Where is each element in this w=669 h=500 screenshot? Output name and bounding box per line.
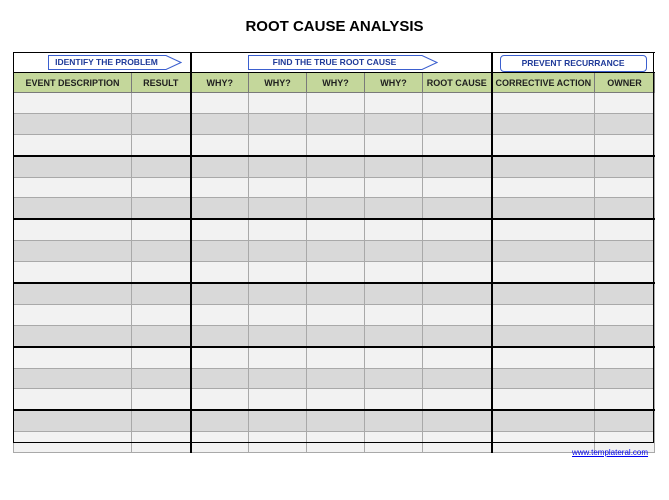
table-cell[interactable]: [14, 198, 132, 219]
table-cell[interactable]: [365, 368, 423, 389]
table-cell[interactable]: [132, 241, 191, 262]
table-cell[interactable]: [191, 325, 249, 346]
table-cell[interactable]: [307, 262, 365, 283]
table-cell[interactable]: [423, 283, 492, 304]
table-cell[interactable]: [14, 389, 132, 410]
table-cell[interactable]: [191, 134, 249, 155]
table-row: [14, 304, 655, 325]
table-cell[interactable]: [492, 219, 595, 240]
table-cell[interactable]: [191, 262, 249, 283]
table-cell[interactable]: [191, 156, 249, 177]
table-cell[interactable]: [132, 325, 191, 346]
table-cell[interactable]: [365, 410, 423, 431]
table-cell[interactable]: [595, 368, 655, 389]
table-cell[interactable]: [365, 325, 423, 346]
section-band: [14, 53, 655, 73]
table-cell[interactable]: [191, 389, 249, 410]
table-cell[interactable]: [249, 410, 307, 431]
table-row: [14, 325, 655, 346]
table-cell[interactable]: [595, 156, 655, 177]
table-cell[interactable]: [365, 219, 423, 240]
table-row: [14, 368, 655, 389]
table-cell[interactable]: [14, 410, 132, 431]
table-cell[interactable]: [365, 156, 423, 177]
table-cell[interactable]: [191, 368, 249, 389]
table-cell[interactable]: [365, 241, 423, 262]
col-why-4: WHY?: [365, 73, 423, 93]
table-cell[interactable]: [307, 432, 365, 453]
table-cell[interactable]: [307, 325, 365, 346]
section-find: [191, 53, 492, 73]
table-cell[interactable]: [595, 198, 655, 219]
identify-arrow: [48, 55, 182, 70]
col-event-description: EVENT DESCRIPTION: [14, 73, 132, 93]
col-root-cause: ROOT CAUSE: [423, 73, 492, 93]
col-corrective-action: CORRECTIVE ACTION: [492, 73, 595, 93]
section-identify-label: IDENTIFY THE PROBLEM: [55, 57, 158, 67]
table-cell[interactable]: [249, 283, 307, 304]
rca-table: [13, 52, 655, 453]
table-cell[interactable]: [492, 347, 595, 368]
table-cell[interactable]: [423, 368, 492, 389]
table-cell[interactable]: [307, 156, 365, 177]
table-cell[interactable]: [191, 347, 249, 368]
table-cell[interactable]: [14, 219, 132, 240]
table-cell[interactable]: [492, 325, 595, 346]
table-row: [14, 219, 655, 240]
table-cell[interactable]: [191, 432, 249, 453]
table-cell[interactable]: [14, 347, 132, 368]
table-cell[interactable]: [249, 198, 307, 219]
table-cell[interactable]: [423, 219, 492, 240]
table-cell[interactable]: [492, 410, 595, 431]
table-cell[interactable]: [595, 241, 655, 262]
section-prevent: [492, 53, 655, 73]
table-cell[interactable]: [14, 113, 132, 134]
table-cell[interactable]: [365, 347, 423, 368]
table-cell[interactable]: [492, 113, 595, 134]
table-cell[interactable]: [307, 219, 365, 240]
table-cell[interactable]: [14, 134, 132, 155]
table-row: [14, 156, 655, 177]
table-row: [14, 177, 655, 198]
table-cell[interactable]: [595, 262, 655, 283]
table-cell[interactable]: [595, 347, 655, 368]
table-body: [14, 93, 655, 453]
table-cell[interactable]: [132, 177, 191, 198]
table-cell[interactable]: [595, 113, 655, 134]
table-cell[interactable]: [492, 156, 595, 177]
col-result: RESULT: [132, 73, 191, 93]
section-find-label: FIND THE TRUE ROOT CAUSE: [272, 57, 397, 67]
table-cell[interactable]: [307, 283, 365, 304]
table-cell[interactable]: [307, 177, 365, 198]
table-cell[interactable]: [191, 283, 249, 304]
table-cell[interactable]: [191, 113, 249, 134]
table-cell[interactable]: [14, 304, 132, 325]
table-cell[interactable]: [423, 304, 492, 325]
table-cell[interactable]: [423, 347, 492, 368]
table-cell[interactable]: [191, 410, 249, 431]
table-cell[interactable]: [423, 134, 492, 155]
table-cell[interactable]: [365, 432, 423, 453]
section-prevent-label: PREVENT RECURRANCE: [521, 58, 625, 68]
table-cell[interactable]: [595, 389, 655, 410]
table-cell[interactable]: [132, 432, 191, 453]
table-cell[interactable]: [423, 325, 492, 346]
table-cell[interactable]: [14, 283, 132, 304]
table-cell[interactable]: [492, 283, 595, 304]
col-owner: OWNER: [595, 73, 655, 93]
table-cell[interactable]: [132, 304, 191, 325]
table-cell[interactable]: [492, 368, 595, 389]
table-cell[interactable]: [595, 304, 655, 325]
table-cell[interactable]: [307, 347, 365, 368]
table-cell[interactable]: [249, 325, 307, 346]
table-cell[interactable]: [492, 177, 595, 198]
col-why-3: WHY?: [307, 73, 365, 93]
table-cell[interactable]: [191, 241, 249, 262]
table-cell[interactable]: [132, 262, 191, 283]
table-cell[interactable]: [132, 410, 191, 431]
table-row: [14, 198, 655, 219]
table-cell[interactable]: [307, 410, 365, 431]
table-cell[interactable]: [14, 432, 132, 453]
table-cell[interactable]: [365, 93, 423, 114]
table-cell[interactable]: [492, 198, 595, 219]
table-cell[interactable]: [492, 134, 595, 155]
table-cell[interactable]: [423, 156, 492, 177]
table-cell[interactable]: [492, 304, 595, 325]
table-cell[interactable]: [14, 325, 132, 346]
table-cell[interactable]: [423, 241, 492, 262]
table-cell[interactable]: [595, 219, 655, 240]
footer-link[interactable]: www.templateral.com: [572, 448, 649, 457]
table-cell[interactable]: [423, 93, 492, 114]
table-cell[interactable]: [14, 262, 132, 283]
table-cell[interactable]: [423, 198, 492, 219]
table-cell[interactable]: [249, 432, 307, 453]
table-cell[interactable]: [307, 241, 365, 262]
col-why-1: WHY?: [191, 73, 249, 93]
table-cell[interactable]: [307, 304, 365, 325]
table-cell[interactable]: [191, 93, 249, 114]
prevent-box: [500, 55, 647, 72]
table-cell[interactable]: [492, 262, 595, 283]
table-cell[interactable]: [307, 198, 365, 219]
table-row: [14, 347, 655, 368]
table-row: [14, 410, 655, 431]
table-cell[interactable]: [191, 198, 249, 219]
table-cell[interactable]: [492, 389, 595, 410]
table-cell[interactable]: [14, 93, 132, 114]
table-cell[interactable]: [595, 93, 655, 114]
column-header-row: [14, 73, 655, 93]
table-cell[interactable]: [365, 134, 423, 155]
table-cell[interactable]: [423, 410, 492, 431]
table-cell[interactable]: [365, 304, 423, 325]
table-cell[interactable]: [595, 134, 655, 155]
table-cell[interactable]: [132, 219, 191, 240]
table-row: [14, 283, 655, 304]
table-cell[interactable]: [14, 368, 132, 389]
table-cell[interactable]: [595, 325, 655, 346]
table-cell[interactable]: [307, 368, 365, 389]
table-cell[interactable]: [423, 389, 492, 410]
table-cell[interactable]: [307, 389, 365, 410]
table-cell[interactable]: [365, 283, 423, 304]
table-cell[interactable]: [132, 283, 191, 304]
table-cell[interactable]: [249, 93, 307, 114]
table-cell[interactable]: [307, 134, 365, 155]
table-cell[interactable]: [132, 156, 191, 177]
table-cell[interactable]: [249, 219, 307, 240]
table-cell[interactable]: [191, 304, 249, 325]
table-row: [14, 262, 655, 283]
table-cell[interactable]: [132, 368, 191, 389]
rca-worksheet: [13, 52, 654, 443]
table-cell[interactable]: [365, 262, 423, 283]
table-cell[interactable]: [365, 113, 423, 134]
table-cell[interactable]: [307, 113, 365, 134]
table-cell[interactable]: [307, 93, 365, 114]
table-cell[interactable]: [249, 134, 307, 155]
table-cell[interactable]: [249, 156, 307, 177]
page-title: ROOT CAUSE ANALYSIS: [245, 18, 424, 35]
table-cell[interactable]: [191, 177, 249, 198]
table-cell[interactable]: [365, 177, 423, 198]
table-cell[interactable]: [249, 389, 307, 410]
table-cell[interactable]: [595, 177, 655, 198]
table-row: [14, 134, 655, 155]
table-cell[interactable]: [132, 113, 191, 134]
table-cell[interactable]: [249, 241, 307, 262]
table-cell[interactable]: [249, 262, 307, 283]
table-cell[interactable]: [249, 113, 307, 134]
table-cell[interactable]: [595, 283, 655, 304]
table-cell[interactable]: [365, 198, 423, 219]
table-row: [14, 432, 655, 453]
find-arrow: [248, 55, 438, 70]
table-cell[interactable]: [365, 389, 423, 410]
table-cell[interactable]: [595, 410, 655, 431]
table-cell[interactable]: [249, 304, 307, 325]
table-cell[interactable]: [132, 93, 191, 114]
table-cell[interactable]: [423, 113, 492, 134]
table-cell[interactable]: [191, 219, 249, 240]
table-row: [14, 241, 655, 262]
table-cell[interactable]: [132, 389, 191, 410]
table-cell[interactable]: [423, 432, 492, 453]
col-why-2: WHY?: [249, 73, 307, 93]
table-row: [14, 93, 655, 114]
table-cell[interactable]: [14, 241, 132, 262]
table-cell[interactable]: [132, 347, 191, 368]
table-cell[interactable]: [132, 134, 191, 155]
section-identify: [14, 53, 191, 73]
table-cell[interactable]: [423, 262, 492, 283]
table-cell[interactable]: [423, 177, 492, 198]
table-row: [14, 113, 655, 134]
table-cell[interactable]: [492, 93, 595, 114]
table-row: [14, 389, 655, 410]
table-cell[interactable]: [249, 177, 307, 198]
table-cell[interactable]: [249, 347, 307, 368]
table-cell[interactable]: [492, 241, 595, 262]
table-cell[interactable]: [249, 368, 307, 389]
table-cell[interactable]: [14, 177, 132, 198]
table-cell[interactable]: [14, 156, 132, 177]
table-cell[interactable]: [132, 198, 191, 219]
